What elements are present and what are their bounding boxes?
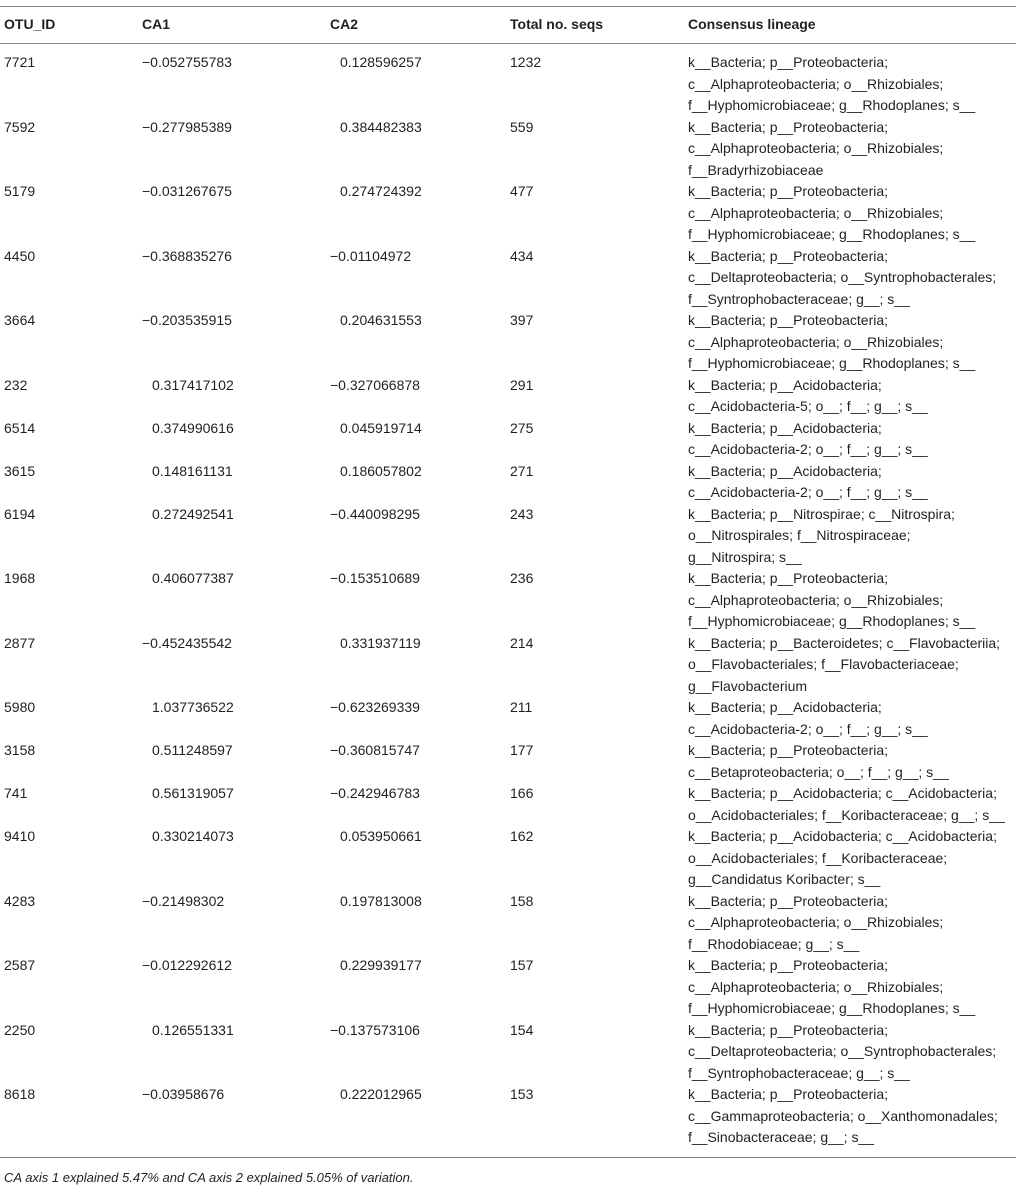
cell-ca2-value: −0.440098295 xyxy=(330,505,420,522)
lineage-line: o__Nitrospirales; f__Nitrospiraceae; xyxy=(688,527,911,543)
cell-ca1-value: 0.272492541 xyxy=(152,505,234,522)
lineage-line: c__Deltaproteobacteria; o__Syntrophobacterales; xyxy=(688,269,997,285)
lineage-line: f__Hyphomicrobiaceae; g__Rhodoplanes; s__ xyxy=(688,613,976,629)
cell-ca1-value: −0.031267675 xyxy=(142,183,232,199)
cell-ca2-value: 0.053950661 xyxy=(340,828,422,844)
cell-ca1 xyxy=(138,633,326,698)
cell-otu-id xyxy=(0,633,138,698)
cell-ca1-value: −0.277985389 xyxy=(142,118,232,135)
lineage-line: k__Bacteria; p__Proteobacteria; xyxy=(688,892,889,909)
cell-otu-id-value: 7592 xyxy=(4,118,36,135)
cell-otu-id xyxy=(0,310,138,375)
lineage-line: k__Bacteria; p__Proteobacteria; xyxy=(688,570,889,586)
cell-total-seqs xyxy=(506,310,684,375)
table-header xyxy=(0,7,1016,44)
lineage-line: c__Alphaproteobacteria; o__Rhizobiales; xyxy=(688,75,944,92)
otu-table-container xyxy=(0,6,1016,1158)
cell-otu-id-value: 3158 xyxy=(4,742,36,758)
cell-ca2 xyxy=(326,461,506,504)
cell-ca2 xyxy=(326,633,506,698)
cell-consensus-lineage xyxy=(684,740,1016,783)
cell-ca2 xyxy=(326,375,506,418)
cell-ca2 xyxy=(326,955,506,1020)
cell-otu-id-value: 4283 xyxy=(4,892,36,909)
cell-total-seqs xyxy=(506,117,684,182)
lineage-line: f__Syntrophobacteraceae; g__; s__ xyxy=(688,1064,910,1081)
table-row xyxy=(0,375,1016,418)
cell-otu-id xyxy=(0,44,138,117)
cell-ca2 xyxy=(326,418,506,461)
cell-otu-id-value: 4450 xyxy=(4,247,36,264)
cell-ca1-value: −0.203535915 xyxy=(142,312,232,328)
table-row xyxy=(0,783,1016,826)
lineage-line: k__Bacteria; p__Proteobacteria; xyxy=(688,247,889,264)
table-row xyxy=(0,1084,1016,1157)
lineage-line: k__Bacteria; p__Nitrospirae; c__Nitrospira; xyxy=(688,505,955,522)
cell-otu-id-value: 6514 xyxy=(4,419,36,436)
cell-otu-id xyxy=(0,461,138,504)
cell-total-seqs-value: 158 xyxy=(510,892,534,909)
lineage-line: k__Bacteria; p__Bacteroidetes; c__Flavobacteriia; xyxy=(688,634,1001,651)
table-row xyxy=(0,568,1016,633)
cell-ca2-value: 0.204631553 xyxy=(340,312,422,328)
cell-ca1-value: −0.452435542 xyxy=(142,634,232,651)
table-row xyxy=(0,633,1016,698)
lineage-line: c__Alphaproteobacteria; o__Rhizobiales; xyxy=(688,333,944,350)
lineage-line: f__Bradyrhizobiaceae xyxy=(688,161,824,178)
cell-ca1 xyxy=(138,568,326,633)
table-footnote: CA axis 1 explained 5.47% and CA axis 2 explained 5.05% of variation. xyxy=(4,1170,414,1185)
cell-ca1 xyxy=(138,44,326,117)
cell-otu-id-value: 3664 xyxy=(4,312,36,328)
lineage-line: c__Alphaproteobacteria; o__Rhizobiales; xyxy=(688,914,944,930)
cell-ca1 xyxy=(138,826,326,891)
table-row xyxy=(0,504,1016,569)
lineage-line: k__Bacteria; p__Acidobacteria; xyxy=(688,699,882,715)
lineage-line: f__Hyphomicrobiaceae; g__Rhodoplanes; s__ xyxy=(688,97,976,113)
cell-otu-id-value: 1968 xyxy=(4,570,36,586)
cell-otu-id-value: 6194 xyxy=(4,505,36,522)
cell-ca1 xyxy=(138,783,326,826)
cell-ca1 xyxy=(138,1084,326,1157)
cell-ca1-value: 0.511248597 xyxy=(152,742,233,758)
otu-table xyxy=(0,6,1016,1158)
cell-ca2-value: 0.222012965 xyxy=(340,1086,422,1102)
cell-otu-id xyxy=(0,117,138,182)
lineage-line: c__Alphaproteobacteria; o__Rhizobiales; xyxy=(688,140,944,156)
cell-otu-id-value: 9410 xyxy=(4,828,36,844)
cell-total-seqs xyxy=(506,697,684,740)
lineage-line: k__Bacteria; p__Acidobacteria; c__Acidobacteria; xyxy=(688,828,997,844)
cell-total-seqs-value: 236 xyxy=(510,570,534,586)
cell-otu-id xyxy=(0,1084,138,1157)
cell-ca2 xyxy=(326,117,506,182)
lineage-line: c__Alphaproteobacteria; o__Rhizobiales; xyxy=(688,978,944,995)
cell-ca1-value: 0.126551331 xyxy=(152,1021,234,1038)
cell-consensus-lineage xyxy=(684,181,1016,246)
cell-otu-id-value: 2250 xyxy=(4,1021,36,1038)
cell-consensus-lineage xyxy=(684,461,1016,504)
cell-ca1 xyxy=(138,697,326,740)
cell-otu-id xyxy=(0,955,138,1020)
cell-ca2-value: −0.153510689 xyxy=(330,570,420,586)
cell-total-seqs-value: 214 xyxy=(510,634,534,651)
cell-otu-id-value: 2877 xyxy=(4,634,36,651)
cell-consensus-lineage xyxy=(684,697,1016,740)
cell-ca1 xyxy=(138,310,326,375)
cell-total-seqs-value: 243 xyxy=(510,505,534,522)
header-ca2: CA2 xyxy=(326,7,506,44)
lineage-line: k__Bacteria; p__Acidobacteria; xyxy=(688,376,882,393)
lineage-line: c__Acidobacteria-2; o__; f__; g__; s__ xyxy=(688,484,928,500)
table-row xyxy=(0,44,1016,117)
cell-consensus-lineage xyxy=(684,826,1016,891)
cell-ca2 xyxy=(326,504,506,569)
cell-total-seqs xyxy=(506,826,684,891)
cell-consensus-lineage xyxy=(684,504,1016,569)
lineage-line: c__Alphaproteobacteria; o__Rhizobiales; xyxy=(688,591,944,608)
cell-ca2-value: −0.623269339 xyxy=(330,699,420,715)
cell-total-seqs xyxy=(506,1020,684,1085)
lineage-line: k__Bacteria; p__Acidobacteria; xyxy=(688,419,882,436)
cell-total-seqs-value: 271 xyxy=(510,462,534,479)
cell-ca2 xyxy=(326,181,506,246)
cell-total-seqs xyxy=(506,375,684,418)
table-row xyxy=(0,181,1016,246)
cell-consensus-lineage xyxy=(684,310,1016,375)
cell-consensus-lineage xyxy=(684,955,1016,1020)
cell-total-seqs xyxy=(506,891,684,956)
lineage-line: c__Acidobacteria-2; o__; f__; g__; s__ xyxy=(688,720,928,737)
cell-ca1 xyxy=(138,1020,326,1085)
cell-otu-id-value: 232 xyxy=(4,376,28,393)
cell-ca2 xyxy=(326,310,506,375)
cell-total-seqs-value: 477 xyxy=(510,183,534,199)
cell-consensus-lineage xyxy=(684,783,1016,826)
cell-otu-id-value: 8618 xyxy=(4,1086,36,1102)
cell-total-seqs xyxy=(506,568,684,633)
cell-ca2-value: −0.137573106 xyxy=(330,1021,420,1038)
lineage-line: o__Acidobacteriales; f__Koribacteraceae; g__; s__ xyxy=(688,806,1005,823)
cell-consensus-lineage xyxy=(684,633,1016,698)
lineage-line: k__Bacteria; p__Proteobacteria; xyxy=(688,54,889,70)
cell-otu-id xyxy=(0,504,138,569)
cell-ca1 xyxy=(138,891,326,956)
cell-total-seqs xyxy=(506,504,684,569)
table-row xyxy=(0,697,1016,740)
cell-total-seqs-value: 397 xyxy=(510,312,534,328)
cell-otu-id xyxy=(0,246,138,311)
cell-total-seqs-value: 162 xyxy=(510,828,534,844)
cell-ca2-value: 0.274724392 xyxy=(340,183,422,199)
cell-total-seqs xyxy=(506,955,684,1020)
cell-ca2-value: −0.01104972 xyxy=(330,247,412,264)
lineage-line: f__Hyphomicrobiaceae; g__Rhodoplanes; s__ xyxy=(688,1000,976,1016)
cell-ca1 xyxy=(138,246,326,311)
cell-ca1-value: −0.368835276 xyxy=(142,247,232,264)
lineage-line: g__Nitrospira; s__ xyxy=(688,548,802,565)
cell-ca1-value: −0.052755783 xyxy=(142,54,232,70)
header-total-seqs: Total no. seqs xyxy=(506,7,684,44)
lineage-line: c__Deltaproteobacteria; o__Syntrophobacterales; xyxy=(688,1043,997,1059)
cell-ca1-value: −0.21498302 xyxy=(142,892,225,909)
cell-ca2 xyxy=(326,826,506,891)
cell-ca1-value: 0.317417102 xyxy=(152,376,234,393)
cell-ca2 xyxy=(326,1020,506,1085)
cell-otu-id xyxy=(0,375,138,418)
cell-otu-id xyxy=(0,783,138,826)
cell-ca1 xyxy=(138,117,326,182)
cell-total-seqs-value: 157 xyxy=(510,957,534,973)
lineage-line: g__Flavobacterium xyxy=(688,677,808,694)
cell-total-seqs xyxy=(506,783,684,826)
cell-ca1 xyxy=(138,181,326,246)
cell-ca2-value: 0.128596257 xyxy=(340,54,422,70)
lineage-line: c__Betaproteobacteria; o__; f__; g__; s__ xyxy=(688,763,949,780)
cell-ca2 xyxy=(326,740,506,783)
cell-ca2 xyxy=(326,1084,506,1157)
lineage-line: o__Flavobacteriales; f__Flavobacteriaceae; xyxy=(688,656,959,672)
cell-otu-id xyxy=(0,568,138,633)
cell-ca1-value: 0.406077387 xyxy=(152,570,234,586)
cell-total-seqs-value: 291 xyxy=(510,376,534,393)
lineage-line: o__Acidobacteriales; f__Koribacteraceae; xyxy=(688,849,948,866)
cell-otu-id-value: 7721 xyxy=(4,54,36,70)
cell-ca1-value: 0.561319057 xyxy=(152,785,234,801)
cell-total-seqs-value: 275 xyxy=(510,419,534,436)
cell-ca2 xyxy=(326,44,506,117)
cell-ca2-value: −0.242946783 xyxy=(330,785,420,801)
lineage-line: c__Acidobacteria-5; o__; f__; g__; s__ xyxy=(688,398,928,414)
cell-total-seqs-value: 153 xyxy=(510,1086,534,1102)
cell-ca1 xyxy=(138,461,326,504)
cell-total-seqs xyxy=(506,181,684,246)
table-row xyxy=(0,1020,1016,1085)
lineage-line: f__Rhodobiaceae; g__; s__ xyxy=(688,935,860,952)
cell-consensus-lineage xyxy=(684,568,1016,633)
cell-ca1 xyxy=(138,375,326,418)
lineage-line: f__Hyphomicrobiaceae; g__Rhodoplanes; s__ xyxy=(688,355,976,371)
lineage-line: k__Bacteria; p__Proteobacteria; xyxy=(688,742,889,758)
cell-ca1 xyxy=(138,955,326,1020)
cell-otu-id-value: 2587 xyxy=(4,957,36,973)
cell-ca2 xyxy=(326,783,506,826)
table-row xyxy=(0,310,1016,375)
lineage-line: k__Bacteria; p__Proteobacteria; xyxy=(688,1021,889,1038)
table-row xyxy=(0,891,1016,956)
cell-total-seqs xyxy=(506,461,684,504)
table-row xyxy=(0,117,1016,182)
table-body xyxy=(0,44,1016,1158)
lineage-line: k__Bacteria; p__Acidobacteria; xyxy=(688,462,882,479)
cell-ca1 xyxy=(138,740,326,783)
cell-total-seqs-value: 211 xyxy=(510,699,533,715)
cell-consensus-lineage xyxy=(684,1084,1016,1157)
cell-ca2 xyxy=(326,568,506,633)
cell-total-seqs-value: 166 xyxy=(510,785,534,801)
header-row xyxy=(0,7,1016,44)
cell-ca1-value: −0.012292612 xyxy=(142,957,232,973)
cell-total-seqs xyxy=(506,1084,684,1157)
cell-consensus-lineage xyxy=(684,1020,1016,1085)
cell-otu-id-value: 3615 xyxy=(4,462,36,479)
cell-total-seqs-value: 1232 xyxy=(510,54,542,70)
header-otu-id: OTU_ID xyxy=(0,7,138,44)
cell-ca2-value: −0.327066878 xyxy=(330,376,420,393)
lineage-line: k__Bacteria; p__Proteobacteria; xyxy=(688,118,889,135)
table-row xyxy=(0,740,1016,783)
cell-total-seqs xyxy=(506,246,684,311)
cell-consensus-lineage xyxy=(684,891,1016,956)
lineage-line: k__Bacteria; p__Acidobacteria; c__Acidobacteria; xyxy=(688,785,997,801)
cell-ca2 xyxy=(326,246,506,311)
cell-otu-id-value: 741 xyxy=(4,785,28,801)
cell-ca2-value: 0.331937119 xyxy=(340,634,421,651)
lineage-line: k__Bacteria; p__Proteobacteria; xyxy=(688,1086,889,1102)
lineage-line: k__Bacteria; p__Proteobacteria; xyxy=(688,312,889,328)
cell-ca2-value: −0.360815747 xyxy=(330,742,420,758)
lineage-line: f__Hyphomicrobiaceae; g__Rhodoplanes; s__ xyxy=(688,226,976,242)
cell-ca2 xyxy=(326,697,506,740)
lineage-line: c__Alphaproteobacteria; o__Rhizobiales; xyxy=(688,204,944,221)
lineage-line: c__Acidobacteria-2; o__; f__; g__; s__ xyxy=(688,441,928,457)
cell-total-seqs xyxy=(506,740,684,783)
cell-total-seqs-value: 177 xyxy=(510,742,534,758)
cell-total-seqs-value: 434 xyxy=(510,247,534,264)
cell-consensus-lineage xyxy=(684,44,1016,117)
cell-total-seqs-value: 154 xyxy=(510,1021,534,1038)
cell-otu-id-value: 5179 xyxy=(4,183,36,199)
lineage-line: f__Sinobacteraceae; g__; s__ xyxy=(688,1129,875,1145)
cell-total-seqs xyxy=(506,633,684,698)
lineage-line: k__Bacteria; p__Proteobacteria; xyxy=(688,183,889,199)
table-row xyxy=(0,246,1016,311)
header-consensus-lineage: Consensus lineage xyxy=(684,7,1016,44)
cell-ca1-value: 0.148161131 xyxy=(152,462,233,479)
cell-ca1-value: 0.330214073 xyxy=(152,828,234,844)
cell-consensus-lineage xyxy=(684,117,1016,182)
cell-otu-id xyxy=(0,826,138,891)
lineage-line: f__Syntrophobacteraceae; g__; s__ xyxy=(688,290,910,307)
cell-total-seqs-value: 559 xyxy=(510,118,534,135)
table-row xyxy=(0,826,1016,891)
cell-ca1 xyxy=(138,504,326,569)
cell-otu-id xyxy=(0,740,138,783)
cell-otu-id-value: 5980 xyxy=(4,699,36,715)
cell-consensus-lineage xyxy=(684,418,1016,461)
cell-ca1-value: 1.037736522 xyxy=(152,699,234,715)
cell-ca1 xyxy=(138,418,326,461)
cell-otu-id xyxy=(0,891,138,956)
lineage-line: c__Gammaproteobacteria; o__Xanthomonadales; xyxy=(688,1107,998,1124)
cell-ca2-value: 0.384482383 xyxy=(340,118,422,135)
lineage-line: k__Bacteria; p__Proteobacteria; xyxy=(688,957,889,973)
cell-otu-id xyxy=(0,697,138,740)
cell-ca2-value: 0.197813008 xyxy=(340,892,422,909)
cell-total-seqs xyxy=(506,44,684,117)
cell-otu-id xyxy=(0,181,138,246)
cell-ca1-value: −0.03958676 xyxy=(142,1086,225,1102)
cell-consensus-lineage xyxy=(684,375,1016,418)
cell-ca2 xyxy=(326,891,506,956)
table-row xyxy=(0,418,1016,461)
table-row xyxy=(0,955,1016,1020)
cell-total-seqs xyxy=(506,418,684,461)
cell-consensus-lineage xyxy=(684,246,1016,311)
lineage-line: g__Candidatus Koribacter; s__ xyxy=(688,871,881,887)
cell-ca2-value: 0.229939177 xyxy=(340,957,422,973)
cell-otu-id xyxy=(0,1020,138,1085)
cell-ca2-value: 0.186057802 xyxy=(340,462,422,479)
cell-otu-id xyxy=(0,418,138,461)
table-row xyxy=(0,461,1016,504)
header-ca1: CA1 xyxy=(138,7,326,44)
cell-ca2-value: 0.045919714 xyxy=(340,419,422,436)
cell-ca1-value: 0.374990616 xyxy=(152,419,234,436)
